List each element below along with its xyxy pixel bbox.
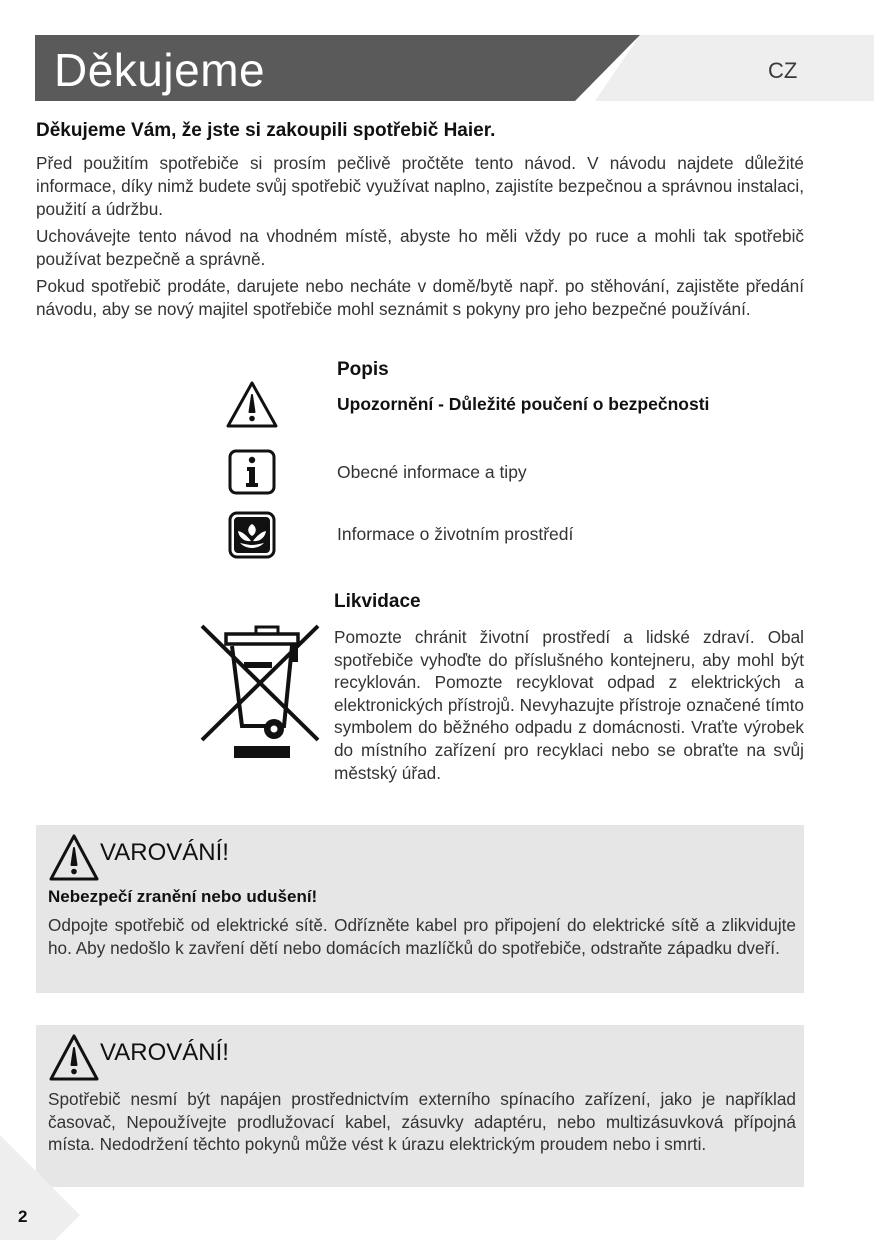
- warning-title: VAROVÁNÍ!: [100, 1039, 229, 1066]
- intro-paragraph: Před použitím spotřebiče si prosím pečlivě pročtěte tento návod. V návodu najdete důležité informace, díky nimž budete svůj spotřebič využívat naplno, zajistíte bezpečnou a správnou instalaci, použití a údržbu.: [36, 153, 804, 219]
- warning-box: [36, 1025, 804, 1187]
- warning-box: [36, 825, 804, 993]
- warning-text: Spotřebič nesmí být napájen prostřednictvím externího spínacího zařízení, jako je například časovač, Nepoužívejte prodlužovací kabel, zásuvky adaptéru, nebo multizásuvková přípojná místa. Nedodržení těchto pokynů může vést k úrazu elektrickým proudem nebo i smrti.: [48, 1089, 796, 1155]
- disposal-text: Pomozte chránit životní prostředí a lidské zdraví. Obal spotřebiče vyhoďte do příslušného kontejneru, aby mohl být recyklován. Pomozte recyklovat odpad z elektrických a elektronických přístrojů. Nevyhazujte přístroje označené tímto symbolem do běžného odpadu z domácnosti. Vraťte výrobek do místního zařízení pro recyklaci nebo se obraťte na svůj městský úřad.: [334, 627, 804, 783]
- language-code: CZ: [768, 58, 798, 83]
- intro-paragraph: Pokud spotřebič prodáte, darujete nebo necháte v domě/bytě např. po stěhování, zajistěte předání návodu, aby se nový majitel spotřebiče mohl seznámit s pokyny pro jeho bezpečné používání.: [36, 276, 804, 319]
- intro-paragraph: Uchovávejte tento návod na vhodném místě, abyste ho měli vždy po ruce a mohli tak spotřebič používat bezpečně a správně.: [36, 226, 804, 269]
- warning-title: VAROVÁNÍ!: [100, 839, 229, 866]
- warning-text: Odpojte spotřebič od elektrické sítě. Odřízněte kabel pro připojení do elektrické sítě a zlikvidujte ho. Aby nedošlo k zavření dětí nebo domácích mazlíčků do spotřebiče, odstraňte západku dveří.: [48, 915, 796, 958]
- page-title: Děkujeme: [54, 44, 266, 96]
- legend-label: Informace o životním prostředí: [337, 524, 574, 544]
- disposal-title: Likvidace: [334, 591, 421, 612]
- intro-section: [36, 120, 804, 325]
- legend-title: Popis: [337, 359, 389, 380]
- warning-triangle-icon: [48, 833, 100, 883]
- page-number: 2: [18, 1207, 28, 1226]
- warning-triangle-icon: [225, 380, 279, 430]
- crossed-bin-icon: [198, 622, 322, 762]
- legend-label: Obecné informace a tipy: [337, 462, 527, 482]
- legend-label: Upozornění - Důležité poučení o bezpečnosti: [337, 394, 710, 414]
- intro-heading: Děkujeme Vám, že jste si zakoupili spotřebič Haier.: [36, 120, 496, 141]
- legend-item-safety: [225, 380, 785, 430]
- legend-item-environment: [225, 510, 785, 560]
- footer-decoration: [0, 1135, 80, 1240]
- legend-item-info: [225, 448, 785, 498]
- warning-triangle-icon: [48, 1033, 100, 1083]
- environment-flower-icon: [225, 510, 279, 560]
- warning-subtitle: Nebezpečí zranění nebo udušení!: [48, 887, 318, 906]
- info-icon: [225, 448, 279, 498]
